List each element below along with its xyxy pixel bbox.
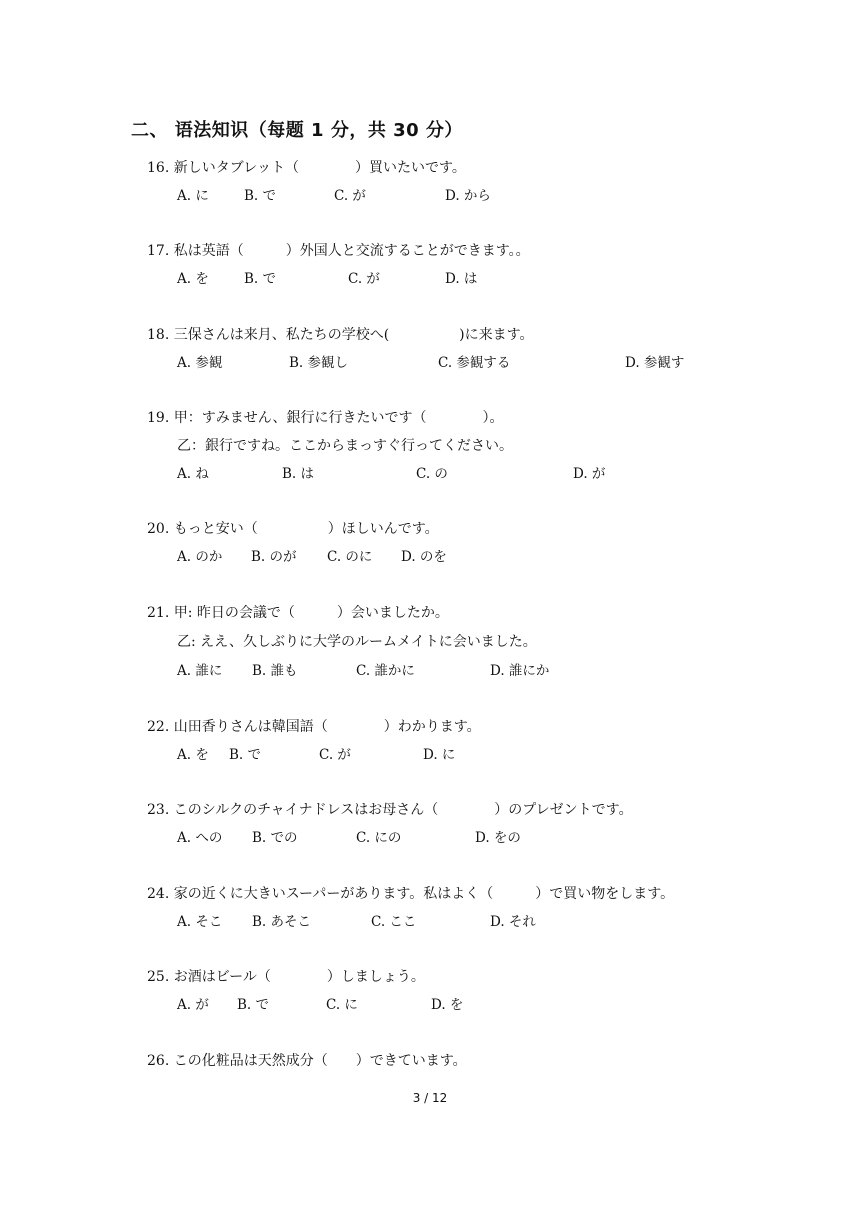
option-a: A. 参観 xyxy=(177,355,223,371)
option-b: B. あそこ xyxy=(252,914,312,930)
option-d: D. 誰にか xyxy=(490,663,550,679)
question-stem: 21. 甲: 昨日の会議で（ ）会いましたか。 xyxy=(147,605,449,621)
option-c: C. が xyxy=(334,188,366,204)
option-c: C. が xyxy=(348,271,380,287)
option-b: B. 参観し xyxy=(289,355,349,371)
option-a: A. への xyxy=(177,830,223,846)
option-d: D. それ xyxy=(490,914,536,930)
option-b: B. は xyxy=(282,466,315,482)
option-a: A. そこ xyxy=(177,914,223,930)
option-c: C. が xyxy=(319,747,351,763)
option-d: D. のを xyxy=(401,549,447,565)
option-d: D. が xyxy=(573,466,606,482)
question-stem: 20. もっと安い（ ）ほしいんです。 xyxy=(147,521,439,537)
option-d: D. に xyxy=(423,747,456,763)
option-a: A. が xyxy=(177,997,209,1013)
question-stem: 25. お酒はビール（ ）しましょう。 xyxy=(147,969,425,985)
option-b: B. で xyxy=(229,747,262,763)
question-stem: 24. 家の近くに大きいスーパーがあります。私はよく（ ）で買い物をします。 xyxy=(147,886,675,902)
option-b: B. で xyxy=(244,271,277,287)
option-b: B. のが xyxy=(251,549,297,565)
page-number: 3 / 12 xyxy=(412,1091,448,1105)
option-d: D. は xyxy=(445,271,478,287)
option-c: C. のに xyxy=(327,549,373,565)
option-c: C. 誰かに xyxy=(356,663,415,679)
option-b: B. での xyxy=(252,830,298,846)
option-a: A. ね xyxy=(177,466,209,482)
question-stem: 18. 三保さんは来月、私たちの学校へ( )に来ます。 xyxy=(147,327,534,343)
option-d: D. から xyxy=(445,188,491,204)
option-b: B. で xyxy=(244,188,277,204)
option-c: C. 参観する xyxy=(438,355,511,371)
option-a: A. を xyxy=(177,271,209,287)
section-title: 二、 语法知识（每题 1 分，共 30 分） xyxy=(131,120,463,141)
option-d: D. をの xyxy=(475,830,521,846)
question-stem-line-2: 乙: ええ、久しぶりに大学のルームメイトに会いました。 xyxy=(177,634,537,650)
option-a: A. 誰に xyxy=(177,663,223,679)
question-stem: 19. 甲：すみません、銀行に行きたいです（ ）。 xyxy=(147,410,504,426)
question-stem: 16. 新しいタブレット（ ）買いたいです。 xyxy=(147,160,466,176)
option-a: A. に xyxy=(177,188,209,204)
question-stem-line-2: 乙：銀行ですね。ここからまっすぐ行ってください。 xyxy=(177,438,513,454)
question-stem: 23. このシルクのチャイナドレスはお母さん（ ）のプレゼントです。 xyxy=(147,802,633,818)
option-c: C. に xyxy=(326,997,358,1013)
option-d: D. を xyxy=(431,997,464,1013)
option-b: B. 誰も xyxy=(252,663,298,679)
question-stem: 17. 私は英語（ ）外国人と交流することができます。。 xyxy=(147,243,530,259)
option-d: D. 参観す xyxy=(625,355,685,371)
question-stem: 26. この化粧品は天然成分（ ）できています。 xyxy=(147,1053,467,1069)
option-c: C. にの xyxy=(356,830,402,846)
option-b: B. で xyxy=(237,997,270,1013)
option-a: A. のか xyxy=(177,549,223,565)
option-a: A. を xyxy=(177,747,209,763)
option-c: C. ここ xyxy=(371,914,417,930)
question-stem: 22. 山田香りさんは韓国語（ ）わかります。 xyxy=(147,719,481,735)
option-c: C. の xyxy=(416,466,448,482)
